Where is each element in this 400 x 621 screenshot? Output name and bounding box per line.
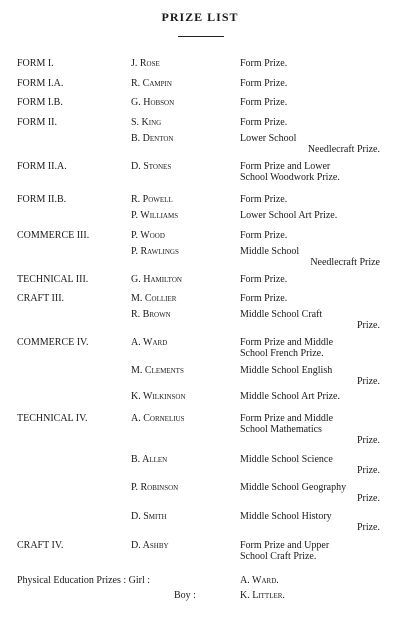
student-name: R. Brown [131,309,171,320]
form-name: FORM I. [17,58,54,69]
prize-line: Middle School English [240,365,333,376]
prize-description [240,117,380,128]
form-name: FORM II.A. [17,161,67,172]
prize-line: Lower School [240,133,297,144]
prize-description [240,540,380,562]
prize-description [240,454,380,476]
pe-boy-label: Boy : [174,590,196,601]
prize-line: Form Prize. [240,58,288,69]
prize-line: Form Prize. [240,230,288,241]
prize-line: Form Prize and Middle [240,413,334,424]
prize-line: Form Prize. [240,274,288,285]
student-name: K. Wilkinson [131,391,186,402]
student-name: A. Ward [131,337,168,348]
pe-prizes-label: Physical Education Prizes : Girl : [17,575,151,586]
prize-line: Middle School [240,246,300,257]
title-underline [178,36,224,37]
student-name: P. Rawlings [131,246,179,257]
prize-line: Form Prize and Middle [240,337,334,348]
prize-line: Middle School Science [240,454,333,465]
prize-description [240,210,380,221]
prize-line: Form Prize. [240,194,288,205]
prize-line: Prize. [356,522,380,533]
form-name: CRAFT III. [17,293,65,304]
student-name: P. Robinson [131,482,179,493]
student-name: P. Williams [131,210,179,221]
prize-line: School French Prize. [240,348,324,359]
prize-description [240,413,380,446]
student-name: M. Clements [131,365,184,376]
prize-line: Prize. [356,320,380,331]
prize-description [240,337,380,359]
prize-description [240,391,380,402]
prize-line: Prize. [356,465,380,476]
prize-line: Middle School History [240,511,332,522]
prize-line: Form Prize and Lower [240,161,331,172]
prize-line: School Craft Prize. [240,551,317,562]
prize-line: Needlecraft Prize [310,257,380,268]
prize-line: Form Prize. [240,293,288,304]
prize-line: School Mathematics [240,424,322,435]
prize-description [240,365,380,387]
form-name: FORM II. [17,117,58,128]
pe-boy-winner: K. Littler. [240,590,285,601]
prize-line: Middle School Craft [240,309,323,320]
student-name: A. Cornelius [131,413,185,424]
student-name: G. Hamilton [131,274,182,285]
student-name: R. Powell [131,194,173,205]
student-name: B. Allen [131,454,168,465]
student-name: G. Hobson [131,97,175,108]
prize-description [240,309,380,331]
form-name: COMMERCE III. [17,230,90,241]
prize-description [240,246,380,268]
student-name: D. Smith [131,511,167,522]
pe-girl-winner: A. Ward. [240,575,279,586]
student-name: B. Denton [131,133,174,144]
prize-line: Lower School Art Prize. [240,210,338,221]
form-name: FORM I.A. [17,78,64,89]
prize-line: Form Prize. [240,117,288,128]
student-name: D. Ashby [131,540,169,551]
prize-description [240,97,380,108]
prize-line: Needlecraft Prize. [307,144,380,155]
prize-description [240,511,380,533]
prize-description [240,78,380,89]
prize-line: School Woodwork Prize. [240,172,340,183]
prize-description [240,482,380,504]
student-name: R. Campin [131,78,172,89]
prize-description [240,194,380,205]
form-name: TECHNICAL IV. [17,413,88,424]
student-name: M. Collier [131,293,177,304]
form-name: CRAFT IV. [17,540,64,551]
form-name: TECHNICAL III. [17,274,89,285]
prize-line: Prize. [356,376,380,387]
student-name: P. Wood [131,230,165,241]
form-name: FORM I.B. [17,97,63,108]
prize-description [240,161,380,183]
prize-description [240,230,380,241]
prize-line: Form Prize. [240,78,288,89]
prize-line: Middle School Geography [240,482,347,493]
page-title: PRIZE LIST [161,10,239,24]
prize-description [240,133,380,155]
prize-line: Form Prize. [240,97,288,108]
student-name: D. Stones [131,161,172,172]
prize-description [240,293,380,304]
form-name: COMMERCE IV. [17,337,89,348]
prize-line: Middle School Art Prize. [240,391,340,402]
student-name: S. King [131,117,162,128]
prize-line: Prize. [356,493,380,504]
prize-line: Prize. [356,435,380,446]
prize-description [240,274,380,285]
prize-line: Form Prize and Upper [240,540,330,551]
form-name: FORM II.B. [17,194,67,205]
prize-description [240,58,380,69]
student-name: J. Rose [131,58,160,69]
